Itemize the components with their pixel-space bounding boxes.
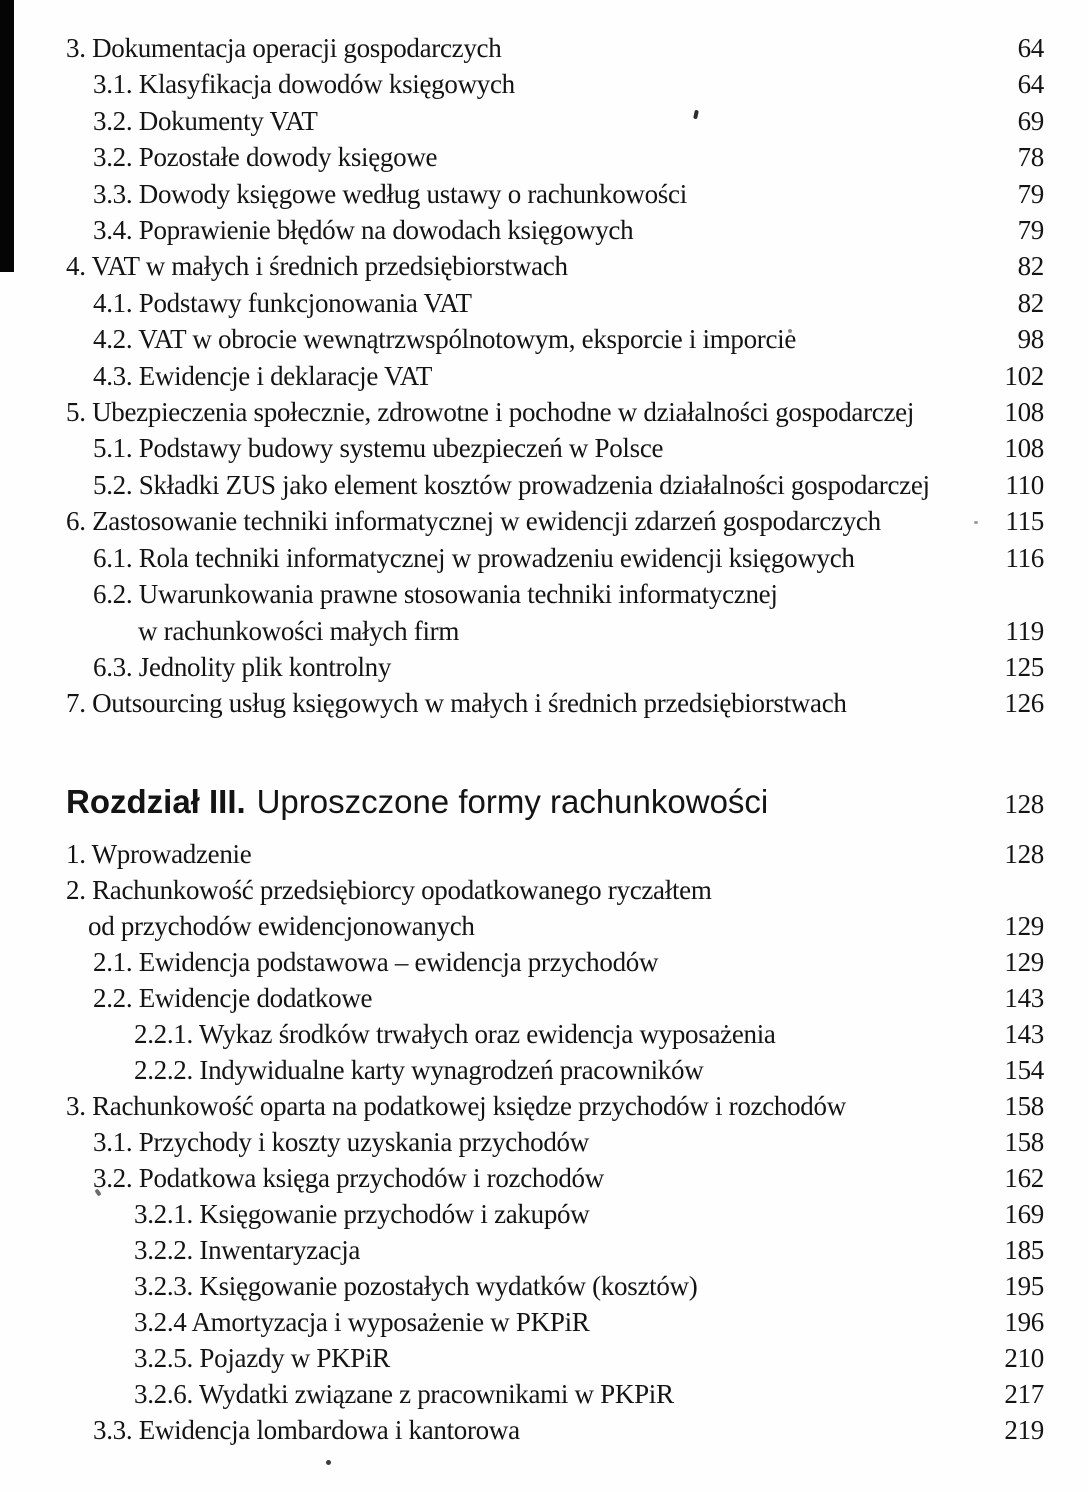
- scan-artifact-left-bar: [0, 0, 14, 272]
- toc-entry: [66, 1088, 1044, 1124]
- toc-entry: [66, 430, 1044, 466]
- toc-entry-page-number: 119: [1005, 615, 1044, 646]
- toc-entry-text: 6. Zastosowanie techniki informatycznej w ewidencji zdarzeń gospodarczych: [66, 506, 881, 537]
- toc-entry-page-number: 162: [1004, 1162, 1044, 1193]
- toc-entry-text: 2.2.2. Indywidualne karty wynagrodzeń pracowników: [134, 1054, 704, 1085]
- toc-entry-text: 2. Rachunkowość przedsiębiorcy opodatkowanego ryczałtem: [66, 874, 712, 905]
- toc-entry-text: 7. Outsourcing usług księgowych w małych i średnich przedsiębiorstwach: [66, 688, 847, 719]
- toc-entry: [66, 248, 1044, 284]
- toc-entry: [66, 503, 1044, 539]
- toc-entry: [66, 1196, 1044, 1232]
- toc-entry-page-number: 98: [1017, 324, 1044, 355]
- toc-entry-page-number: 82: [1017, 287, 1044, 318]
- toc-entry-page-number: 154: [1004, 1054, 1044, 1085]
- toc-entry-page-number: 196: [1004, 1306, 1044, 1337]
- toc-entry-page-number: 108: [1004, 433, 1044, 464]
- toc-entry-page-number: 158: [1004, 1090, 1044, 1121]
- toc-entry: [66, 139, 1044, 175]
- toc-entry: [66, 1268, 1044, 1304]
- table-of-contents: [66, 30, 1044, 1448]
- toc-entry-text: 6.3. Jednolity plik kontrolny: [93, 651, 392, 682]
- toc-entry: [66, 285, 1044, 321]
- chapter-heading-text: Uproszczone formy rachunkowości: [256, 782, 769, 820]
- toc-entry-text: 6.1. Rola techniki informatycznej w prowadzeniu ewidencji księgowych: [93, 542, 855, 573]
- toc-entry-page-number: 115: [1005, 506, 1044, 537]
- toc-entry-text: 3.2.5. Pojazdy w PKPiR: [134, 1342, 390, 1373]
- toc-section-chapter-2-tail: [66, 30, 1044, 722]
- toc-entry-page-number: 110: [1005, 469, 1044, 500]
- toc-entry-text: 3.3. Dowody księgowe według ustawy o rachunkowości: [93, 178, 687, 209]
- toc-entry: [66, 685, 1044, 721]
- toc-entry-page-number: 128: [1004, 838, 1044, 869]
- toc-entry: [66, 66, 1044, 102]
- toc-entry-page-number: 143: [1004, 982, 1044, 1013]
- toc-entry: [66, 358, 1044, 394]
- toc-entry: [66, 30, 1044, 66]
- toc-entry-page-number: 158: [1004, 1126, 1044, 1157]
- toc-entry-page-number: 69: [1017, 105, 1044, 136]
- toc-entry-text: 4.3. Ewidencje i deklaracje VAT: [93, 360, 433, 391]
- toc-entry-text: 3. Rachunkowość oparta na podatkowej księdze przychodów i rozchodów: [66, 1090, 846, 1121]
- toc-entry-page-number: 79: [1017, 178, 1044, 209]
- toc-entry: [66, 1304, 1044, 1340]
- toc-entry-text: 3.2.1. Księgowanie przychodów i zakupów: [134, 1198, 590, 1229]
- toc-entry: [66, 649, 1044, 685]
- toc-entry: [66, 908, 1044, 944]
- toc-entry: [66, 872, 1044, 908]
- toc-entry-text: 3.4. Poprawienie błędów na dowodach księgowych: [93, 215, 634, 246]
- toc-entry: [66, 1340, 1044, 1376]
- toc-entry-text: 3.2. Podatkowa księga przychodów i rozchodów: [93, 1162, 604, 1193]
- toc-entry-page-number: 129: [1004, 910, 1044, 941]
- toc-entry: [66, 212, 1044, 248]
- toc-entry: [66, 1160, 1044, 1196]
- toc-entry: [66, 980, 1044, 1016]
- toc-entry: [66, 836, 1044, 872]
- toc-entry: [66, 944, 1044, 980]
- toc-entry-page-number: 108: [1004, 397, 1044, 428]
- toc-entry: [66, 576, 1044, 612]
- toc-entry-page-number: 125: [1004, 651, 1044, 682]
- toc-entry-text: 3.2. Pozostałe dowody księgowe: [93, 142, 438, 173]
- toc-entry: [66, 103, 1044, 139]
- toc-entry: [66, 1412, 1044, 1448]
- toc-entry-text: 3.2. Dokumenty VAT: [93, 105, 318, 136]
- toc-entry-page-number: 64: [1017, 33, 1044, 63]
- toc-entry-page-number: 82: [1017, 251, 1044, 282]
- chapter-heading-title: [66, 779, 978, 825]
- toc-entry: [66, 176, 1044, 212]
- toc-entry-text: 4.1. Podstawy funkcjonowania VAT: [93, 287, 472, 318]
- toc-section-chapter-3: [66, 836, 1044, 1448]
- chapter-heading-page-number: 128: [1004, 788, 1044, 819]
- toc-entry-page-number: 116: [1005, 542, 1044, 573]
- toc-entry: [66, 1016, 1044, 1052]
- toc-entry-text: 5. Ubezpieczenia społecznie, zdrowotne i pochodne w działalności gospodarczej: [66, 397, 915, 428]
- toc-entry-text: 3.1. Klasyfikacja dowodów księgowych: [93, 69, 515, 100]
- toc-entry-page-number: 143: [1004, 1018, 1044, 1049]
- toc-entry: [66, 321, 1044, 357]
- toc-entry: [66, 1232, 1044, 1268]
- toc-entry-text: 4. VAT w małych i średnich przedsiębiorstwach: [66, 251, 568, 282]
- toc-entry-text: 2.1. Ewidencja podstawowa – ewidencja przychodów: [93, 946, 659, 977]
- toc-entry-page-number: 169: [1004, 1198, 1044, 1229]
- scan-artifact-speck: [326, 1460, 331, 1465]
- toc-entry: [66, 540, 1044, 576]
- toc-entry-text: 1. Wprowadzenie: [66, 838, 252, 869]
- toc-entry-page-number: 64: [1017, 69, 1044, 100]
- chapter-heading-row: [66, 779, 1044, 827]
- toc-entry: [66, 613, 1044, 649]
- toc-entry-text: 5.2. Składki ZUS jako element kosztów prowadzenia działalności gospodarczej: [93, 469, 930, 500]
- toc-entry: [66, 394, 1044, 430]
- toc-entry-text: 3.2.2. Inwentaryzacja: [134, 1234, 361, 1265]
- toc-entry-text: 2.2.1. Wykaz środków trwałych oraz ewidencja wyposażenia: [134, 1018, 776, 1049]
- toc-entry-text: od przychodów ewidencjonowanych: [88, 910, 475, 941]
- toc-entry-page-number: 102: [1004, 360, 1044, 391]
- toc-entry-text: 3.3. Ewidencja lombardowa i kantorowa: [93, 1414, 520, 1445]
- toc-entry-text: 4.2. VAT w obrocie wewnątrzwspólnotowym, eksporcie i imporcie: [93, 324, 797, 355]
- toc-entry-page-number: 195: [1004, 1270, 1044, 1301]
- toc-entry-text: 3. Dokumentacja operacji gospodarczych: [66, 33, 502, 63]
- toc-entry-text: 3.2.4 Amortyzacja i wyposażenie w PKPiR: [134, 1306, 590, 1337]
- toc-entry: [66, 1124, 1044, 1160]
- toc-entry-text: 5.1. Podstawy budowy systemu ubezpieczeń w Polsce: [93, 433, 664, 464]
- toc-entry-page-number: 79: [1017, 215, 1044, 246]
- toc-entry-page-number: 185: [1004, 1234, 1044, 1265]
- toc-entry-page-number: 78: [1017, 142, 1044, 173]
- toc-entry-page-number: 219: [1004, 1414, 1044, 1445]
- toc-entry-page-number: 126: [1004, 688, 1044, 719]
- toc-entry-page-number: 129: [1004, 946, 1044, 977]
- chapter-heading-number: Rozdział III.: [66, 782, 246, 820]
- toc-entry-text: 3.2.6. Wydatki związane z pracownikami w PKPiR: [134, 1378, 674, 1409]
- toc-entry-page-number: 217: [1004, 1378, 1044, 1409]
- toc-entry: [66, 1376, 1044, 1412]
- toc-entry-page-number: 210: [1004, 1342, 1044, 1373]
- toc-entry-text: 3.1. Przychody i koszty uzyskania przychodów: [93, 1126, 589, 1157]
- toc-entry-text: 2.2. Ewidencje dodatkowe: [93, 982, 373, 1013]
- toc-entry: [66, 467, 1044, 503]
- toc-entry: [66, 1052, 1044, 1088]
- toc-entry-text: 6.2. Uwarunkowania prawne stosowania techniki informatycznej: [93, 579, 778, 610]
- toc-entry-text: w rachunkowości małych firm: [138, 615, 460, 646]
- toc-entry-text: 3.2.3. Księgowanie pozostałych wydatków (kosztów): [134, 1270, 698, 1301]
